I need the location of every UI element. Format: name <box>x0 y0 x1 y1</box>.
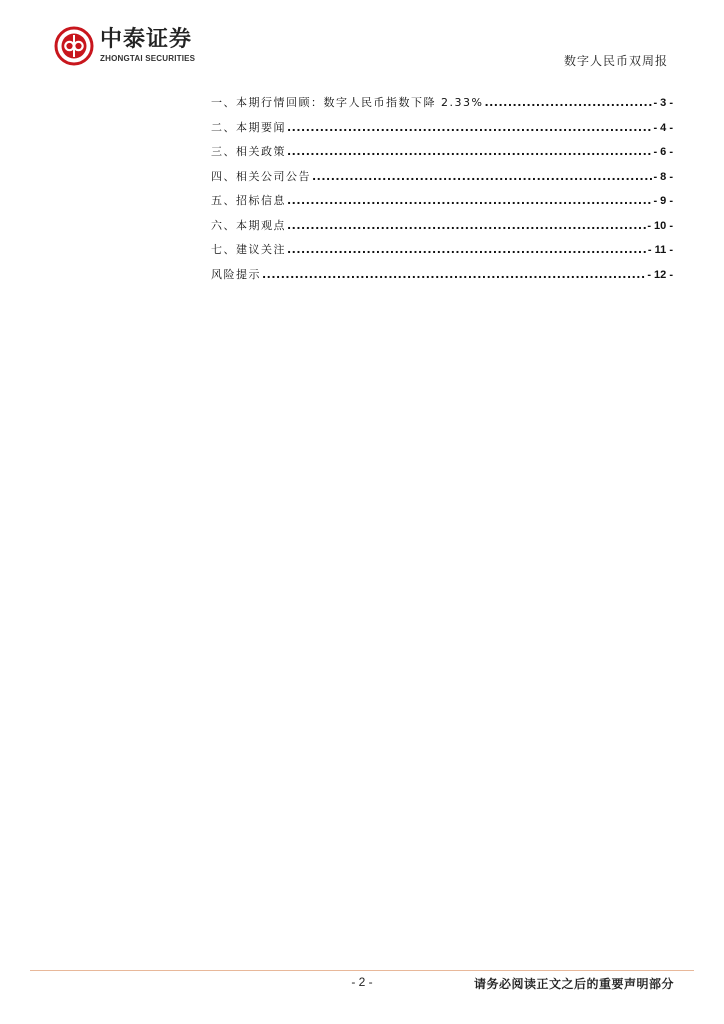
report-title: 数字人民币双周报 <box>563 54 668 68</box>
toc-leader-dots <box>312 170 652 183</box>
toc-item-page: - 11 - <box>647 244 673 256</box>
toc-leader-dots <box>287 243 647 256</box>
toc-item-label: 六、本期观点 <box>211 218 286 232</box>
toc-item-label: 三、相关政策 <box>211 145 286 158</box>
toc-item[interactable] <box>211 192 673 217</box>
toc-item-label: 四、相关公司公告 <box>211 169 311 183</box>
page-number: - 2 - <box>351 975 373 989</box>
toc-item-page: - 12 - <box>647 268 673 281</box>
company-logo <box>54 26 195 66</box>
toc-item-label: 风险提示 <box>211 267 261 281</box>
toc-item[interactable] <box>211 94 673 119</box>
toc-leader-dots <box>287 194 652 207</box>
toc-item-page: - 4 - <box>653 121 673 134</box>
toc-item-page: - 8 - <box>653 170 673 183</box>
toc-item[interactable] <box>211 217 673 242</box>
toc-item-page: - 9 - <box>653 195 673 207</box>
toc-item-label: 五、招标信息 <box>211 194 286 207</box>
toc-item[interactable] <box>211 143 673 168</box>
toc-leader-dots <box>287 219 646 232</box>
logo-chinese-name: 中泰证券 <box>100 27 193 52</box>
toc-item-label: 七、建议关注 <box>211 243 286 256</box>
logo-text <box>100 28 195 64</box>
toc-item[interactable] <box>211 266 673 291</box>
toc-leader-dots <box>262 268 646 281</box>
zhongtai-logo-icon <box>54 26 94 66</box>
toc-item[interactable] <box>211 168 673 193</box>
toc-item-page: - 6 - <box>653 146 673 158</box>
toc-item[interactable] <box>211 241 673 266</box>
toc-item[interactable] <box>211 119 673 144</box>
footer-disclaimer: 请务必阅读正文之后的重要声明部分 <box>473 977 674 991</box>
toc-leader-dots <box>287 121 652 134</box>
footer-divider <box>30 970 694 971</box>
toc-item-page: - 3 - <box>653 97 673 109</box>
toc-item-label: 一、本期行情回顾：数字人民币指数下降 2.33% <box>211 96 484 109</box>
table-of-contents <box>211 94 673 290</box>
toc-leader-dots <box>287 145 652 158</box>
toc-leader-dots <box>484 96 652 109</box>
logo-english-name: ZHONGTAI SECURITIES <box>100 54 196 63</box>
toc-item-page: - 10 - <box>647 219 673 232</box>
toc-item-label: 二、本期要闻 <box>211 120 286 134</box>
